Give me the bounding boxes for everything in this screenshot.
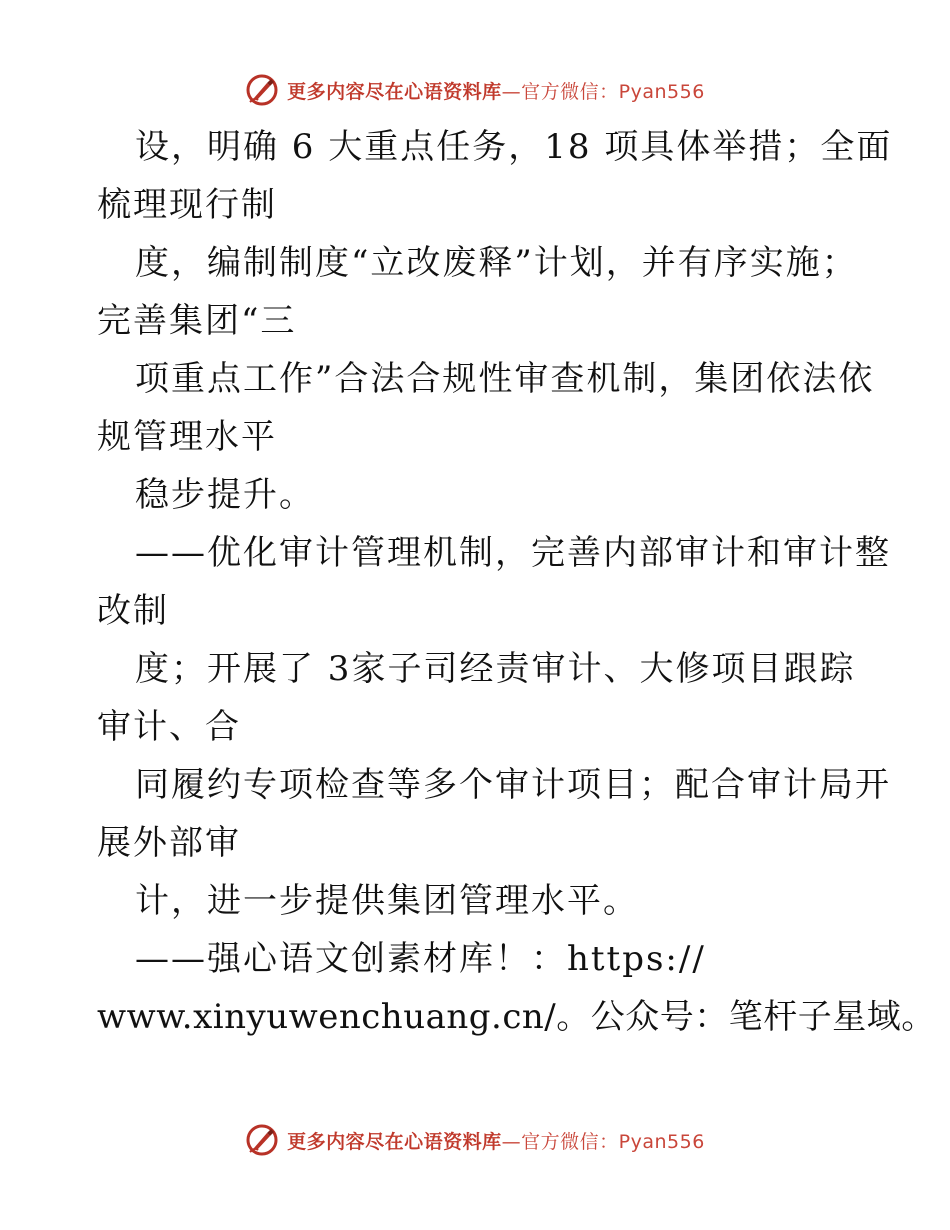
body-line: 规管理水平 — [97, 417, 277, 457]
footer-watermark-banner — [0, 1120, 950, 1160]
watermark-text — [287, 1127, 705, 1154]
body-line: ——强心语文创素材库！：https:// — [135, 939, 706, 979]
body-line: 度；开展了 3家子司经责审计、大修项目跟踪 — [135, 649, 856, 689]
body-line: 改制 — [97, 591, 169, 631]
pen-logo-icon — [245, 1123, 279, 1157]
body-line: ——优化审计管理机制，完善内部审计和审计整 — [135, 533, 891, 573]
body-line: 度，编制制度“立改废释”计划，并有序实施； — [135, 243, 858, 283]
body-line: 设，明确 6 大重点任务，18 项具体举措；全面 — [135, 127, 893, 167]
watermark-main-text: 更多内容尽在心语资料库 — [287, 1130, 502, 1153]
watermark-main-text: 更多内容尽在心语资料库 — [287, 80, 502, 103]
body-line: 展外部审 — [97, 823, 241, 863]
pen-logo-icon — [245, 73, 279, 107]
body-line: 计，进一步提供集团管理水平。 — [135, 881, 639, 921]
document-body — [97, 118, 936, 1046]
watermark-sub-text: —官方微信：Pyan556 — [501, 1130, 705, 1153]
header-watermark-banner — [0, 70, 950, 110]
body-line: 审计、合 — [97, 707, 241, 747]
body-line: 项重点工作”合法合规性审查机制，集团依法依 — [135, 359, 875, 399]
watermark-text — [287, 77, 705, 104]
body-line-url: www.xinyuwenchuang.cn/。公众号：笔杆子星域。 — [97, 997, 936, 1037]
body-line: 完善集团“三 — [97, 301, 297, 341]
body-line: 稳步提升。 — [135, 475, 315, 515]
body-line: 梳理现行制 — [97, 185, 277, 225]
body-line: 同履约专项检查等多个审计项目；配合审计局开 — [135, 765, 891, 805]
watermark-sub-text: —官方微信：Pyan556 — [501, 80, 705, 103]
